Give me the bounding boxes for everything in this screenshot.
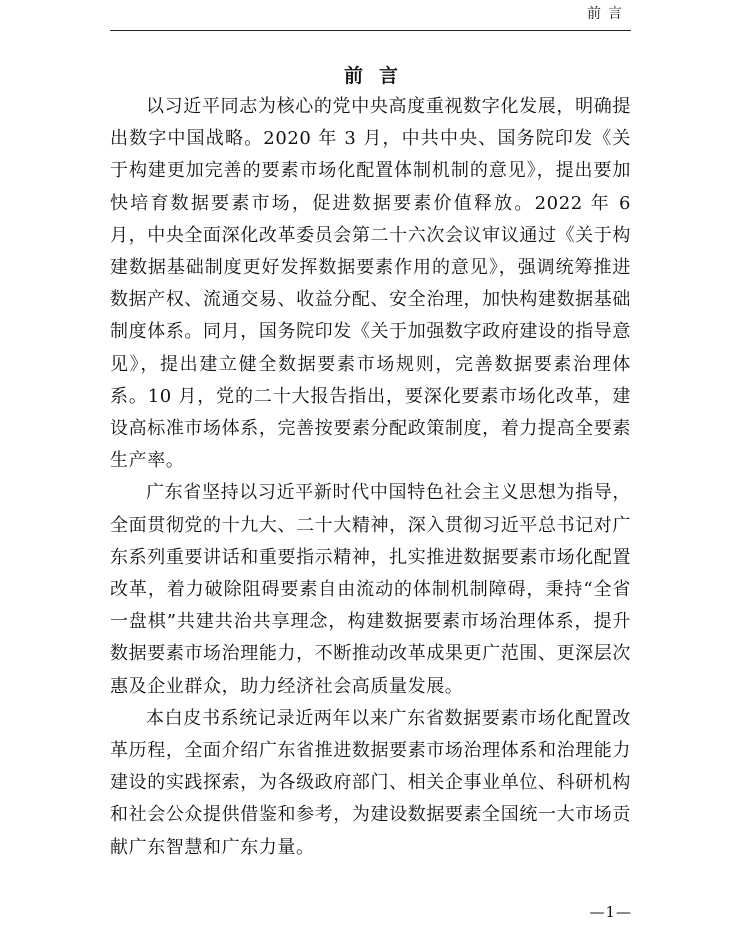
running-header-title: 前言 xyxy=(587,6,629,22)
paragraph-2: 广东省坚持以习近平新时代中国特色社会主义思想为指导，全面贯彻党的十九大、二十大精神，深入贯彻习近平总书记对广东系列重要讲话和重要指示精神，扎实推进数据要素市场化配置改革，着力破除阻碍要素自由流动的体制机制障碍，秉持“全省一盘棋”共建共治共享理念，构建数据要素市场治理体系，提升数据要素市场治理能力，不断推动改革成果更广范围、更深层次惠及企业群众，助力经济社会高质量发展。 xyxy=(110,482,631,697)
paragraph-3: 本白皮书系统记录近两年以来广东省数据要素市场化配置改革历程，全面介绍广东省推进数据要素市场治理体系和治理能力建设的实践探索，为各级政府部门、相关企事业单位、科研机构和社会公众提供借鉴和参考，为建设数据要素全国统一大市场贡献广东智慧和广东力量。 xyxy=(110,707,631,858)
page-title: 前言 xyxy=(343,64,414,87)
body-text xyxy=(110,91,631,864)
page-number: —1— xyxy=(589,903,632,921)
paragraph-1: 以习近平同志为核心的党中央高度重视数字化发展，明确提出数字中国战略。2020 年 3 月，中共中央、国务院印发《关于构建更加完善的要素市场化配置体制机制的意见》，提出要加快培育数据要素市场，促进数据要素价值释放。2022 年 6 月，中央全面深化改革委员会第二十六次会议审议通过《关于构建数据基础制度更好发挥数据要素作用的意见》，强调统筹推进数据产权、流通交易、收益分配、安全治理，加快构建数据基础制度体系。同月，国务院印发《关于加强数字政府建设的指导意见》，提出建立健全数据要素市场规则，完善数据要素治理体系。10 月，党的二十大报告指出，要深化要素市场化改革，建设高标准市场体系，完善按要素分配政策制度，着力提高全要素生产率。 xyxy=(110,96,631,472)
running-header xyxy=(110,0,631,31)
